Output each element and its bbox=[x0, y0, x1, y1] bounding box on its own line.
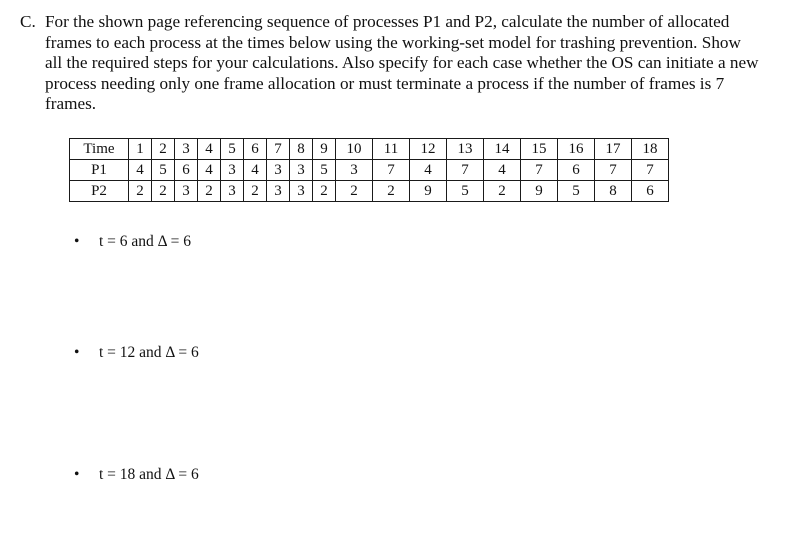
p2-cell: 2 bbox=[152, 181, 175, 202]
case-text: t = 12 and Δ = 6 bbox=[99, 344, 199, 361]
p1-cell: 3 bbox=[267, 160, 290, 181]
p2-cell: 2 bbox=[244, 181, 267, 202]
p2-cell: 2 bbox=[198, 181, 221, 202]
time-cell: 11 bbox=[373, 139, 410, 160]
p1-cell: 5 bbox=[152, 160, 175, 181]
bullet-icon: • bbox=[74, 233, 80, 250]
time-cell: 1 bbox=[129, 139, 152, 160]
time-cell: 2 bbox=[152, 139, 175, 160]
p1-cell: 7 bbox=[373, 160, 410, 181]
case-item bbox=[74, 233, 191, 251]
p1-cell: 4 bbox=[129, 160, 152, 181]
time-cell: 3 bbox=[175, 139, 198, 160]
p2-cell: 2 bbox=[313, 181, 336, 202]
question-text: For the shown page referencing sequence of processes P1 and P2, calculate the number of allocated frames to each process at the times below using the working-set model for trashing prevention. Show all the required steps for your calculations. Also specify for each case whether the OS can initiate a new process needing only one frame allocation or must terminate a process if the number of frames is 7 frames. bbox=[45, 12, 759, 114]
time-cell: 7 bbox=[267, 139, 290, 160]
p2-label: P2 bbox=[70, 181, 129, 202]
p2-cell: 9 bbox=[410, 181, 447, 202]
p2-cell: 8 bbox=[595, 181, 632, 202]
p2-row bbox=[70, 181, 669, 202]
p2-cell: 5 bbox=[447, 181, 484, 202]
p1-cell: 7 bbox=[595, 160, 632, 181]
time-cell: 18 bbox=[632, 139, 669, 160]
p2-cell: 3 bbox=[267, 181, 290, 202]
p2-cell: 3 bbox=[221, 181, 244, 202]
p1-cell: 3 bbox=[290, 160, 313, 181]
case-item bbox=[74, 344, 199, 362]
p1-cell: 5 bbox=[313, 160, 336, 181]
question-letter: C. bbox=[20, 12, 36, 31]
time-cell: 12 bbox=[410, 139, 447, 160]
time-row bbox=[70, 139, 669, 160]
p1-cell: 4 bbox=[484, 160, 521, 181]
p1-cell: 3 bbox=[336, 160, 373, 181]
time-cell: 10 bbox=[336, 139, 373, 160]
p2-cell: 3 bbox=[175, 181, 198, 202]
time-cell: 8 bbox=[290, 139, 313, 160]
p1-cell: 3 bbox=[221, 160, 244, 181]
p1-cell: 7 bbox=[521, 160, 558, 181]
page-reference-table bbox=[69, 138, 669, 202]
time-cell: 15 bbox=[521, 139, 558, 160]
time-cell: 4 bbox=[198, 139, 221, 160]
time-cell: 9 bbox=[313, 139, 336, 160]
p2-cell: 3 bbox=[290, 181, 313, 202]
p2-cell: 5 bbox=[558, 181, 595, 202]
time-cell: 5 bbox=[221, 139, 244, 160]
p2-cell: 2 bbox=[129, 181, 152, 202]
p1-cell: 7 bbox=[447, 160, 484, 181]
p2-cell: 9 bbox=[521, 181, 558, 202]
time-header: Time bbox=[70, 139, 129, 160]
time-cell: 14 bbox=[484, 139, 521, 160]
p1-cell: 7 bbox=[632, 160, 669, 181]
p2-cell: 2 bbox=[484, 181, 521, 202]
case-item bbox=[74, 466, 199, 484]
p1-label: P1 bbox=[70, 160, 129, 181]
p1-cell: 4 bbox=[244, 160, 267, 181]
p1-row bbox=[70, 160, 669, 181]
case-text: t = 6 and Δ = 6 bbox=[99, 233, 192, 250]
p1-cell: 6 bbox=[558, 160, 595, 181]
time-cell: 16 bbox=[558, 139, 595, 160]
p2-cell: 2 bbox=[373, 181, 410, 202]
p1-cell: 6 bbox=[175, 160, 198, 181]
time-cell: 13 bbox=[447, 139, 484, 160]
question bbox=[20, 12, 760, 115]
bullet-icon: • bbox=[74, 466, 80, 483]
p1-cell: 4 bbox=[198, 160, 221, 181]
p2-cell: 6 bbox=[632, 181, 669, 202]
p1-cell: 4 bbox=[410, 160, 447, 181]
case-text: t = 18 and Δ = 6 bbox=[99, 466, 199, 483]
time-cell: 6 bbox=[244, 139, 267, 160]
bullet-icon: • bbox=[74, 344, 80, 361]
time-cell: 17 bbox=[595, 139, 632, 160]
p2-cell: 2 bbox=[336, 181, 373, 202]
